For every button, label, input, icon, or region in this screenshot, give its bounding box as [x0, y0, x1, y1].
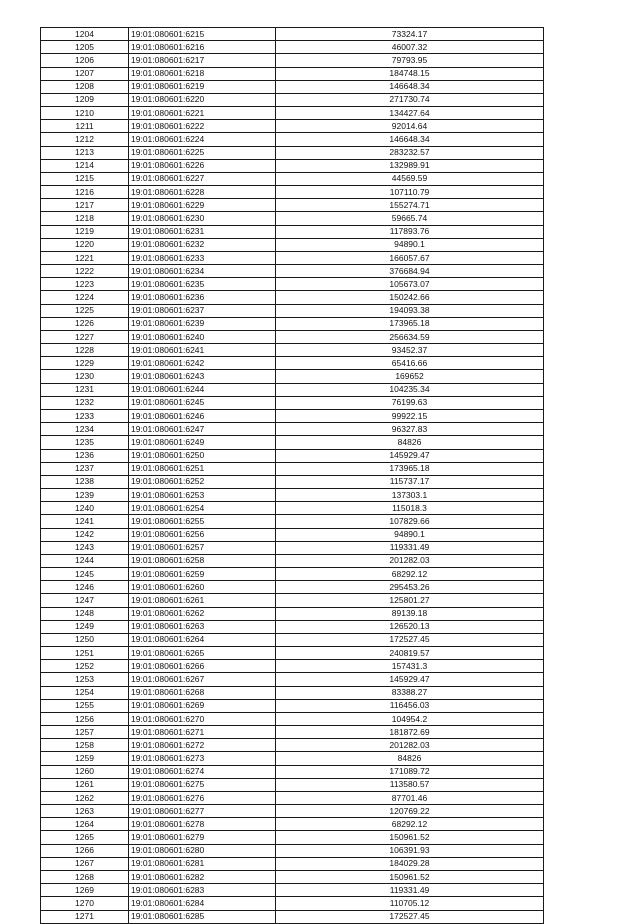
table-row [41, 778, 544, 791]
cadastral-value-cell: 83388.27 [276, 686, 544, 699]
cadastral-value-cell: 119331.49 [276, 884, 544, 897]
table-row [41, 633, 544, 646]
row-number-cell: 1260 [41, 765, 129, 778]
cadastral-value-cell: 104235.34 [276, 383, 544, 396]
table-row [41, 489, 544, 502]
cadastral-number-cell: 19:01:080601:6217 [129, 54, 276, 67]
cadastral-value-cell: 146648.34 [276, 133, 544, 146]
cadastral-value-cell: 150961.52 [276, 831, 544, 844]
table-row [41, 330, 544, 343]
cadastral-number-cell: 19:01:080601:6237 [129, 304, 276, 317]
cadastral-value-cell: 96327.83 [276, 423, 544, 436]
table-row [41, 172, 544, 185]
cadastral-number-cell: 19:01:080601:6233 [129, 251, 276, 264]
cadastral-number-cell: 19:01:080601:6239 [129, 317, 276, 330]
cadastral-number-cell: 19:01:080601:6276 [129, 791, 276, 804]
cadastral-number-cell: 19:01:080601:6280 [129, 844, 276, 857]
table-row [41, 212, 544, 225]
cadastral-number-cell: 19:01:080601:6270 [129, 712, 276, 725]
cadastral-number-cell: 19:01:080601:6229 [129, 199, 276, 212]
row-number-cell: 1210 [41, 107, 129, 120]
cadastral-number-cell: 19:01:080601:6273 [129, 752, 276, 765]
cadastral-number-cell: 19:01:080601:6242 [129, 357, 276, 370]
table-row [41, 581, 544, 594]
cadastral-number-cell: 19:01:080601:6265 [129, 647, 276, 660]
table-row [41, 686, 544, 699]
cadastral-number-cell: 19:01:080601:6258 [129, 554, 276, 567]
cadastral-number-cell: 19:01:080601:6277 [129, 805, 276, 818]
row-number-cell: 1223 [41, 278, 129, 291]
table-row [41, 568, 544, 581]
cadastral-number-cell: 19:01:080601:6228 [129, 186, 276, 199]
row-number-cell: 1233 [41, 409, 129, 422]
row-number-cell: 1255 [41, 699, 129, 712]
row-number-cell: 1208 [41, 80, 129, 93]
row-number-cell: 1246 [41, 581, 129, 594]
table-row [41, 278, 544, 291]
table-row [41, 54, 544, 67]
row-number-cell: 1250 [41, 633, 129, 646]
row-number-cell: 1225 [41, 304, 129, 317]
cadastral-number-cell: 19:01:080601:6230 [129, 212, 276, 225]
table-row [41, 251, 544, 264]
row-number-cell: 1222 [41, 265, 129, 278]
row-number-cell: 1253 [41, 673, 129, 686]
table-row [41, 28, 544, 41]
cadastral-value-cell: 44569.59 [276, 172, 544, 185]
table-row [41, 805, 544, 818]
cadastral-number-cell: 19:01:080601:6236 [129, 291, 276, 304]
cadastral-number-cell: 19:01:080601:6232 [129, 238, 276, 251]
cadastral-value-cell: 376684.94 [276, 265, 544, 278]
cadastral-number-cell: 19:01:080601:6244 [129, 383, 276, 396]
table-row [41, 199, 544, 212]
table-row [41, 791, 544, 804]
row-number-cell: 1267 [41, 857, 129, 870]
cadastral-value-cell: 73324.17 [276, 28, 544, 41]
cadastral-number-cell: 19:01:080601:6261 [129, 594, 276, 607]
table-row [41, 225, 544, 238]
cadastral-value-cell: 184748.15 [276, 67, 544, 80]
cadastral-value-cell: 84826 [276, 752, 544, 765]
cadastral-value-cell: 173965.18 [276, 462, 544, 475]
table-row [41, 146, 544, 159]
cadastral-value-table [40, 27, 544, 924]
cadastral-value-cell: 150242.66 [276, 291, 544, 304]
cadastral-value-cell: 171089.72 [276, 765, 544, 778]
cadastral-number-cell: 19:01:080601:6271 [129, 726, 276, 739]
cadastral-number-cell: 19:01:080601:6278 [129, 818, 276, 831]
table-row [41, 462, 544, 475]
cadastral-number-cell: 19:01:080601:6268 [129, 686, 276, 699]
table-row [41, 383, 544, 396]
cadastral-value-cell: 115018.3 [276, 502, 544, 515]
cadastral-value-cell: 84826 [276, 436, 544, 449]
table-row [41, 265, 544, 278]
row-number-cell: 1252 [41, 660, 129, 673]
cadastral-number-cell: 19:01:080601:6266 [129, 660, 276, 673]
cadastral-value-cell: 125801.27 [276, 594, 544, 607]
row-number-cell: 1263 [41, 805, 129, 818]
cadastral-number-cell: 19:01:080601:6267 [129, 673, 276, 686]
cadastral-value-cell: 120769.22 [276, 805, 544, 818]
table-row [41, 594, 544, 607]
cadastral-value-cell: 93452.37 [276, 344, 544, 357]
cadastral-value-cell: 283232.57 [276, 146, 544, 159]
cadastral-value-cell: 126520.13 [276, 620, 544, 633]
cadastral-value-cell: 181872.69 [276, 726, 544, 739]
cadastral-value-cell: 201282.03 [276, 554, 544, 567]
table-row [41, 607, 544, 620]
cadastral-number-cell: 19:01:080601:6222 [129, 120, 276, 133]
cadastral-value-cell: 169652 [276, 370, 544, 383]
cadastral-number-cell: 19:01:080601:6256 [129, 528, 276, 541]
cadastral-value-cell: 104954.2 [276, 712, 544, 725]
table-row [41, 699, 544, 712]
cadastral-value-cell: 173965.18 [276, 317, 544, 330]
row-number-cell: 1258 [41, 739, 129, 752]
cadastral-number-cell: 19:01:080601:6283 [129, 884, 276, 897]
cadastral-number-cell: 19:01:080601:6231 [129, 225, 276, 238]
cadastral-value-cell: 172527.45 [276, 910, 544, 923]
row-number-cell: 1206 [41, 54, 129, 67]
cadastral-number-cell: 19:01:080601:6264 [129, 633, 276, 646]
table-body [41, 28, 544, 924]
cadastral-number-cell: 19:01:080601:6282 [129, 871, 276, 884]
cadastral-number-cell: 19:01:080601:6234 [129, 265, 276, 278]
cadastral-value-cell: 116456.03 [276, 699, 544, 712]
row-number-cell: 1240 [41, 502, 129, 515]
table-row [41, 765, 544, 778]
table-row [41, 871, 544, 884]
cadastral-value-cell: 134427.64 [276, 107, 544, 120]
row-number-cell: 1251 [41, 647, 129, 660]
table-row [41, 423, 544, 436]
table-row [41, 67, 544, 80]
row-number-cell: 1215 [41, 172, 129, 185]
cadastral-value-cell: 92014.64 [276, 120, 544, 133]
cadastral-value-cell: 119331.49 [276, 541, 544, 554]
row-number-cell: 1216 [41, 186, 129, 199]
cadastral-number-cell: 19:01:080601:6255 [129, 515, 276, 528]
cadastral-number-cell: 19:01:080601:6249 [129, 436, 276, 449]
cadastral-value-cell: 87701.46 [276, 791, 544, 804]
cadastral-number-cell: 19:01:080601:6259 [129, 568, 276, 581]
cadastral-number-cell: 19:01:080601:6221 [129, 107, 276, 120]
row-number-cell: 1235 [41, 436, 129, 449]
cadastral-number-cell: 19:01:080601:6243 [129, 370, 276, 383]
cadastral-number-cell: 19:01:080601:6275 [129, 778, 276, 791]
row-number-cell: 1230 [41, 370, 129, 383]
cadastral-value-cell: 240819.57 [276, 647, 544, 660]
row-number-cell: 1247 [41, 594, 129, 607]
row-number-cell: 1219 [41, 225, 129, 238]
row-number-cell: 1271 [41, 910, 129, 923]
cadastral-number-cell: 19:01:080601:6253 [129, 489, 276, 502]
table-row [41, 910, 544, 923]
cadastral-value-cell: 145929.47 [276, 673, 544, 686]
cadastral-number-cell: 19:01:080601:6225 [129, 146, 276, 159]
row-number-cell: 1248 [41, 607, 129, 620]
row-number-cell: 1237 [41, 462, 129, 475]
row-number-cell: 1241 [41, 515, 129, 528]
row-number-cell: 1269 [41, 884, 129, 897]
table-row [41, 818, 544, 831]
row-number-cell: 1224 [41, 291, 129, 304]
cadastral-value-cell: 115737.17 [276, 475, 544, 488]
row-number-cell: 1236 [41, 449, 129, 462]
cadastral-value-cell: 107110.79 [276, 186, 544, 199]
cadastral-number-cell: 19:01:080601:6279 [129, 831, 276, 844]
cadastral-number-cell: 19:01:080601:6245 [129, 396, 276, 409]
table-row [41, 120, 544, 133]
row-number-cell: 1243 [41, 541, 129, 554]
cadastral-value-cell: 137303.1 [276, 489, 544, 502]
cadastral-number-cell: 19:01:080601:6235 [129, 278, 276, 291]
table-row [41, 673, 544, 686]
cadastral-value-cell: 150961.52 [276, 871, 544, 884]
row-number-cell: 1238 [41, 475, 129, 488]
cadastral-number-cell: 19:01:080601:6216 [129, 41, 276, 54]
table-row [41, 541, 544, 554]
row-number-cell: 1266 [41, 844, 129, 857]
row-number-cell: 1207 [41, 67, 129, 80]
cadastral-number-cell: 19:01:080601:6274 [129, 765, 276, 778]
row-number-cell: 1218 [41, 212, 129, 225]
cadastral-value-cell: 94890.1 [276, 238, 544, 251]
table-row [41, 396, 544, 409]
cadastral-value-cell: 106391.93 [276, 844, 544, 857]
row-number-cell: 1226 [41, 317, 129, 330]
row-number-cell: 1249 [41, 620, 129, 633]
row-number-cell: 1213 [41, 146, 129, 159]
cadastral-value-cell: 113580.57 [276, 778, 544, 791]
cadastral-number-cell: 19:01:080601:6263 [129, 620, 276, 633]
cadastral-value-cell: 79793.95 [276, 54, 544, 67]
table-row [41, 528, 544, 541]
cadastral-value-cell: 68292.12 [276, 568, 544, 581]
table-row [41, 857, 544, 870]
cadastral-number-cell: 19:01:080601:6257 [129, 541, 276, 554]
cadastral-value-cell: 184029.28 [276, 857, 544, 870]
row-number-cell: 1232 [41, 396, 129, 409]
row-number-cell: 1231 [41, 383, 129, 396]
row-number-cell: 1254 [41, 686, 129, 699]
row-number-cell: 1239 [41, 489, 129, 502]
table-row [41, 107, 544, 120]
table-row [41, 159, 544, 172]
table-row [41, 291, 544, 304]
table-row [41, 884, 544, 897]
row-number-cell: 1234 [41, 423, 129, 436]
cadastral-number-cell: 19:01:080601:6220 [129, 93, 276, 106]
cadastral-number-cell: 19:01:080601:6240 [129, 330, 276, 343]
table-row [41, 80, 544, 93]
row-number-cell: 1204 [41, 28, 129, 41]
cadastral-number-cell: 19:01:080601:6262 [129, 607, 276, 620]
table-row [41, 238, 544, 251]
cadastral-value-cell: 107829.66 [276, 515, 544, 528]
cadastral-number-cell: 19:01:080601:6269 [129, 699, 276, 712]
table-row [41, 186, 544, 199]
row-number-cell: 1245 [41, 568, 129, 581]
cadastral-value-cell: 201282.03 [276, 739, 544, 752]
cadastral-value-cell: 145929.47 [276, 449, 544, 462]
table-row [41, 660, 544, 673]
cadastral-value-cell: 256634.59 [276, 330, 544, 343]
cadastral-number-cell: 19:01:080601:6285 [129, 910, 276, 923]
row-number-cell: 1256 [41, 712, 129, 725]
row-number-cell: 1205 [41, 41, 129, 54]
row-number-cell: 1220 [41, 238, 129, 251]
table-row [41, 739, 544, 752]
table-row [41, 304, 544, 317]
table-row [41, 897, 544, 910]
cadastral-number-cell: 19:01:080601:6272 [129, 739, 276, 752]
cadastral-value-cell: 295453.26 [276, 581, 544, 594]
cadastral-value-cell: 157431.3 [276, 660, 544, 673]
table-row [41, 554, 544, 567]
table-row [41, 436, 544, 449]
cadastral-value-cell: 194093.38 [276, 304, 544, 317]
cadastral-number-cell: 19:01:080601:6246 [129, 409, 276, 422]
row-number-cell: 1262 [41, 791, 129, 804]
row-number-cell: 1257 [41, 726, 129, 739]
cadastral-number-cell: 19:01:080601:6215 [129, 28, 276, 41]
cadastral-value-cell: 59665.74 [276, 212, 544, 225]
row-number-cell: 1209 [41, 93, 129, 106]
table-row [41, 515, 544, 528]
table-row [41, 844, 544, 857]
row-number-cell: 1228 [41, 344, 129, 357]
table-row [41, 357, 544, 370]
cadastral-number-cell: 19:01:080601:6219 [129, 80, 276, 93]
table-row [41, 370, 544, 383]
cadastral-value-cell: 271730.74 [276, 93, 544, 106]
table-row [41, 93, 544, 106]
cadastral-value-cell: 155274.71 [276, 199, 544, 212]
table-row [41, 409, 544, 422]
cadastral-number-cell: 19:01:080601:6254 [129, 502, 276, 515]
cadastral-value-cell: 46007.32 [276, 41, 544, 54]
row-number-cell: 1268 [41, 871, 129, 884]
cadastral-value-cell: 65416.66 [276, 357, 544, 370]
cadastral-value-cell: 76199.63 [276, 396, 544, 409]
row-number-cell: 1229 [41, 357, 129, 370]
table-row [41, 620, 544, 633]
cadastral-number-cell: 19:01:080601:6281 [129, 857, 276, 870]
table-row [41, 475, 544, 488]
row-number-cell: 1244 [41, 554, 129, 567]
cadastral-number-cell: 19:01:080601:6247 [129, 423, 276, 436]
cadastral-number-cell: 19:01:080601:6227 [129, 172, 276, 185]
row-number-cell: 1270 [41, 897, 129, 910]
cadastral-number-cell: 19:01:080601:6226 [129, 159, 276, 172]
row-number-cell: 1212 [41, 133, 129, 146]
cadastral-value-cell: 117893.76 [276, 225, 544, 238]
row-number-cell: 1217 [41, 199, 129, 212]
table-row [41, 317, 544, 330]
cadastral-number-cell: 19:01:080601:6224 [129, 133, 276, 146]
row-number-cell: 1214 [41, 159, 129, 172]
cadastral-value-cell: 166057.67 [276, 251, 544, 264]
cadastral-value-cell: 110705.12 [276, 897, 544, 910]
table-row [41, 41, 544, 54]
table-row [41, 133, 544, 146]
table-row [41, 647, 544, 660]
cadastral-value-cell: 68292.12 [276, 818, 544, 831]
cadastral-number-cell: 19:01:080601:6241 [129, 344, 276, 357]
row-number-cell: 1264 [41, 818, 129, 831]
table-row [41, 502, 544, 515]
cadastral-value-cell: 99922.15 [276, 409, 544, 422]
cadastral-number-cell: 19:01:080601:6218 [129, 67, 276, 80]
cadastral-value-cell: 94890.1 [276, 528, 544, 541]
table-row [41, 344, 544, 357]
table-row [41, 752, 544, 765]
cadastral-value-cell: 132989.91 [276, 159, 544, 172]
row-number-cell: 1221 [41, 251, 129, 264]
table-row [41, 726, 544, 739]
table-row [41, 831, 544, 844]
row-number-cell: 1261 [41, 778, 129, 791]
cadastral-value-cell: 172527.45 [276, 633, 544, 646]
cadastral-number-cell: 19:01:080601:6251 [129, 462, 276, 475]
cadastral-number-cell: 19:01:080601:6250 [129, 449, 276, 462]
table-row [41, 712, 544, 725]
table-row [41, 449, 544, 462]
cadastral-number-cell: 19:01:080601:6284 [129, 897, 276, 910]
cadastral-number-cell: 19:01:080601:6260 [129, 581, 276, 594]
cadastral-value-cell: 105673.07 [276, 278, 544, 291]
cadastral-value-cell: 89139.18 [276, 607, 544, 620]
cadastral-value-cell: 146648.34 [276, 80, 544, 93]
row-number-cell: 1265 [41, 831, 129, 844]
cadastral-number-cell: 19:01:080601:6252 [129, 475, 276, 488]
row-number-cell: 1211 [41, 120, 129, 133]
row-number-cell: 1242 [41, 528, 129, 541]
row-number-cell: 1259 [41, 752, 129, 765]
row-number-cell: 1227 [41, 330, 129, 343]
